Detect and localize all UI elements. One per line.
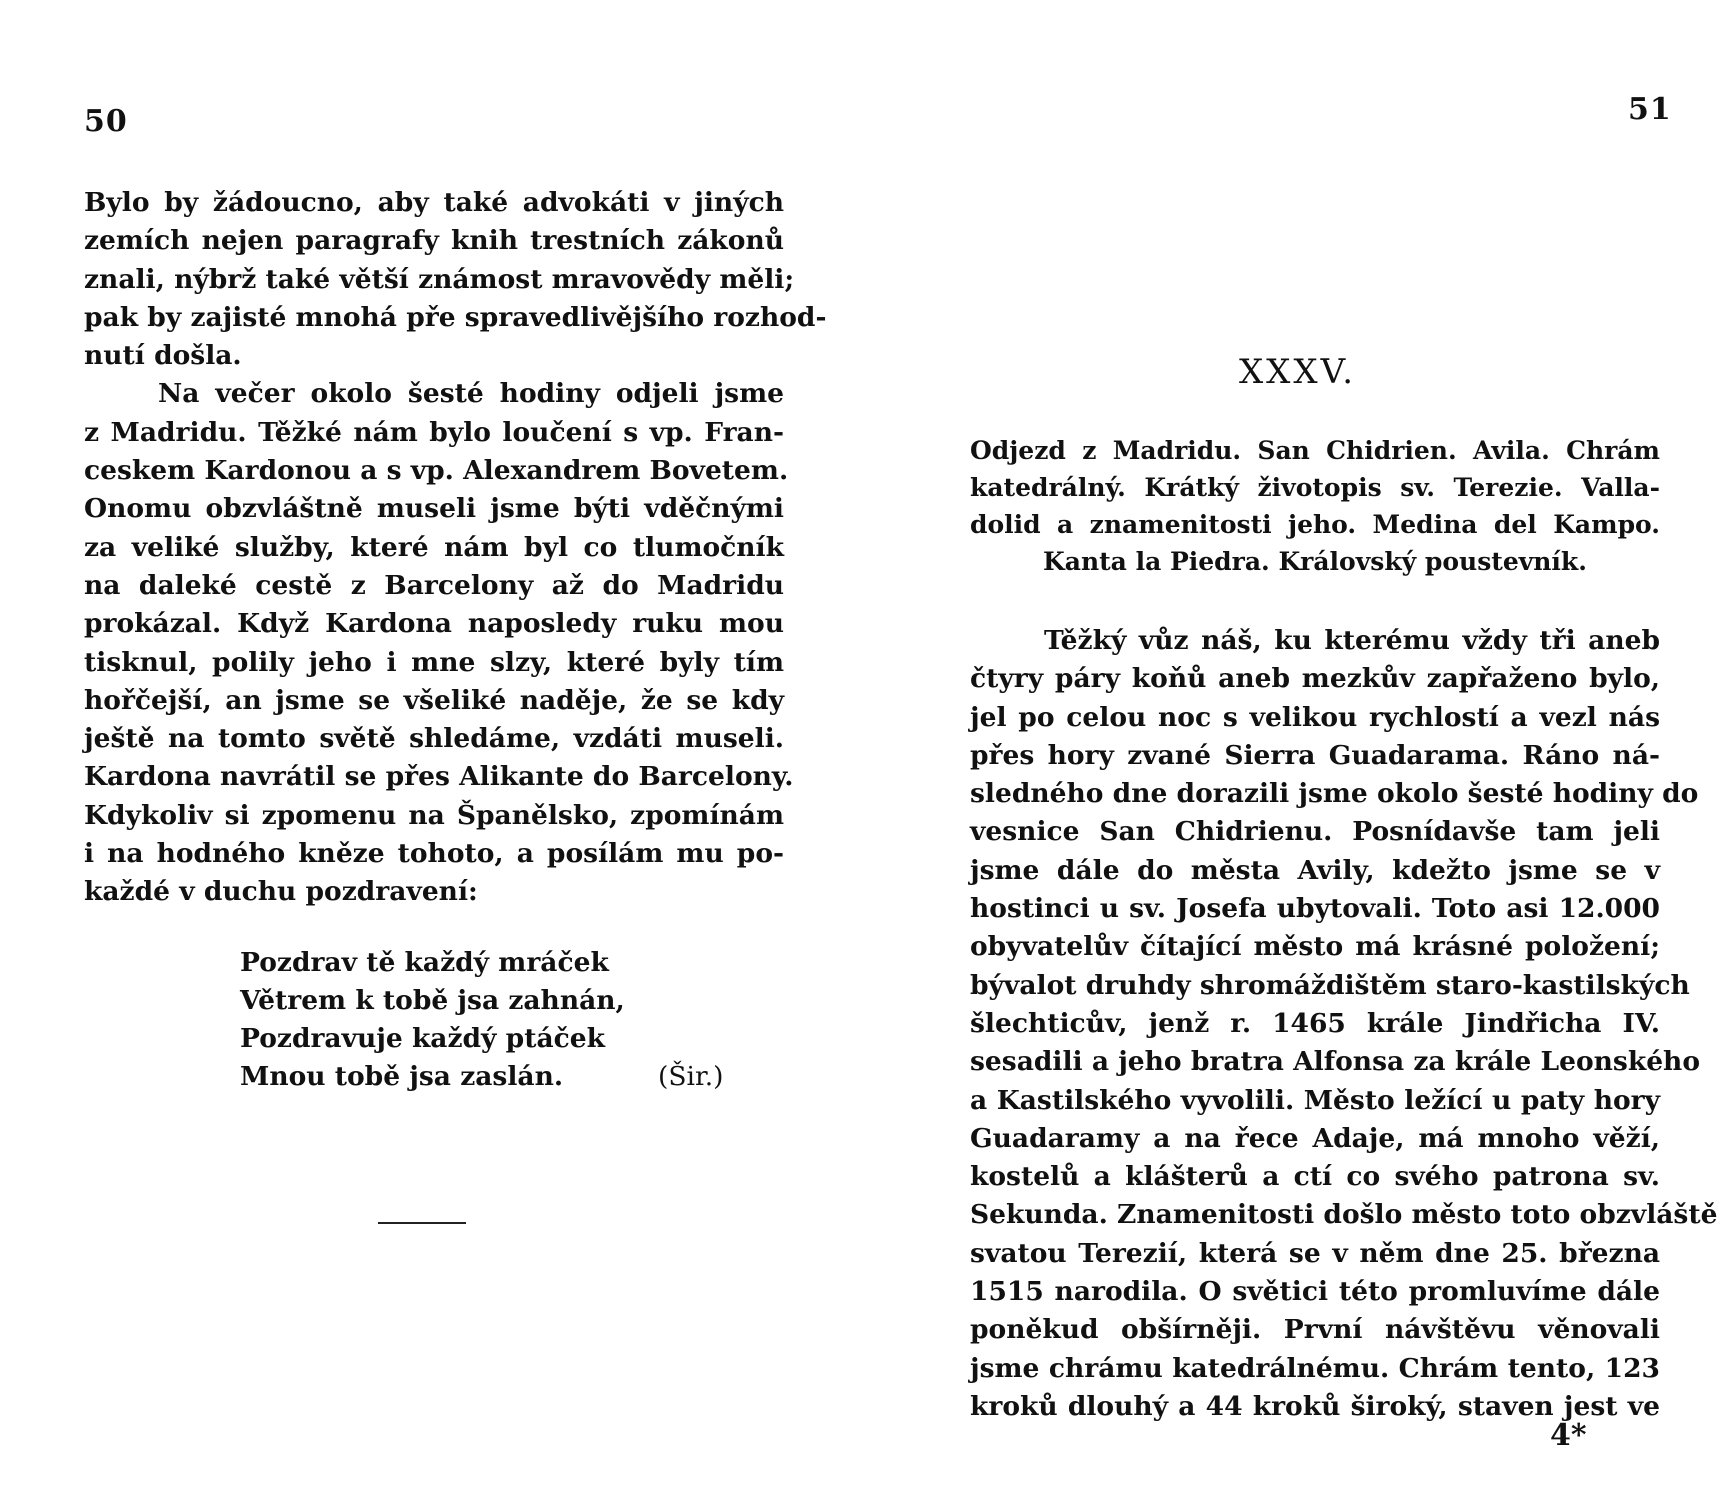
text-line: ještě na tomto světě shledáme, vzdáti museli.	[84, 723, 784, 755]
text-line: Kdykoliv si zpomenu na Španělsko, zpomínám	[84, 799, 784, 831]
text-line: přes hory zvané Sierra Guadarama. Ráno ná-	[970, 739, 1660, 771]
text-line: 1515 narodila. O světici této promluvíme dále	[970, 1276, 1660, 1308]
text-line: šlechticův, jenž r. 1465 krále Jindřicha IV.	[970, 1007, 1660, 1039]
text-line: prokázal. Když Kardona naposledy ruku mou	[84, 608, 784, 640]
text-line: za veliké služby, které nám byl co tlumočník	[84, 531, 784, 563]
text-line: tisknul, polily jeho i mne slzy, které byly tím	[84, 646, 784, 678]
poem-verse: Větrem k tobě jsa zahnán,	[240, 985, 625, 1016]
text-line: i na hodného kněze tohoto, a posílám mu po-	[84, 838, 784, 870]
text-line: zemích nejen paragrafy knih trestních zákonů	[84, 225, 784, 257]
text-line: Guadaramy a na řece Adaje, má mnoho věží,	[970, 1122, 1660, 1154]
text-line: na daleké cestě z Barcelony až do Madridu	[84, 569, 784, 601]
poem-attribution: (Šir.)	[658, 1061, 724, 1092]
poem-verse: Mnou tobě jsa zaslán.	[240, 1061, 564, 1092]
text-line: vesnice San Chidrienu. Posnídavše tam jeli	[970, 816, 1660, 848]
text-line: Bylo by žádoucno, aby také advokáti v jiných	[84, 187, 784, 218]
text-line: každé v duchu pozdravení:	[84, 876, 478, 908]
poem	[240, 944, 760, 1096]
text-line: sledného dne dorazili jsme okolo šesté hodiny do	[970, 778, 1699, 810]
poem-verse: Pozdravuje každý ptáček	[240, 1023, 605, 1054]
text-line: Sekunda. Znamenitosti došlo město toto obzvláště	[970, 1199, 1718, 1231]
poem-verse: Pozdrav tě každý mráček	[240, 947, 609, 978]
text-line: poněkud obšírněji. První návštěvu věnovali	[970, 1314, 1660, 1346]
chapter-heading: XXXV.	[1238, 352, 1357, 392]
text-line: Kardona navrátil se přes Alikante do Barcelony.	[84, 761, 794, 793]
text-line: Na večer okolo šesté hodiny odjeli jsme	[158, 378, 784, 410]
summary-line: dolid a znamenitosti jeho. Medina del Kampo.	[970, 510, 1660, 539]
text-line: Těžký vůz náš, ku kterému vždy tři aneb	[1044, 625, 1660, 656]
page-number-left: 50	[84, 104, 128, 139]
text-line: sesadili a jeho bratra Alfonsa za krále Leonského	[970, 1046, 1700, 1078]
text-line: bývalot druhdy shromáždištěm staro-kastilských	[970, 969, 1690, 1001]
left-body-text	[84, 184, 827, 912]
text-line: kostelů a klášterů a ctí co svého patrona sv.	[970, 1161, 1660, 1193]
section-divider	[378, 1222, 466, 1224]
summary-line: katedrálný. Krátký životopis sv. Terezie. Valla-	[970, 473, 1660, 502]
page-number-right: 51	[1628, 92, 1672, 127]
text-line: jsme dále do města Avily, kdežto jsme se v	[970, 854, 1660, 886]
text-line: Onomu obzvláštně museli jsme býti vděčnými	[84, 493, 784, 525]
summary-line: Odjezd z Madridu. San Chidrien. Avila. Chrám	[970, 436, 1660, 465]
text-line: pak by zajisté mnohá pře spravedlivějšího rozhod-	[84, 301, 827, 333]
text-line: nutí došla.	[84, 340, 242, 372]
text-line: ceskem Kardonou a s vp. Alexandrem Bovetem.	[84, 455, 789, 487]
signature-mark: 4*	[1550, 1418, 1587, 1453]
text-line: jel po celou noc s velikou rychlostí a vezl nás	[970, 701, 1660, 733]
text-line: a Kastilského vyvolili. Město ležící u paty hory	[970, 1084, 1660, 1116]
text-line: z Madridu. Těžké nám bylo loučení s vp. Fran-	[84, 416, 784, 448]
chapter-summary	[970, 432, 1660, 580]
right-page	[865, 0, 1730, 1500]
text-line: znali, nýbrž také větší známost mravovědy měli;	[84, 263, 795, 295]
text-line: hořčejší, an jsme se všeliké naděje, že se kdy	[84, 684, 784, 716]
right-body-text	[970, 622, 1718, 1426]
text-line: jsme chrámu katedrálnému. Chrám tento, 123	[970, 1352, 1660, 1384]
text-line: obyvatelův čítající město má krásné položení;	[970, 931, 1660, 963]
text-line: kroků dlouhý a 44 kroků široký, staven jest ve	[970, 1390, 1660, 1422]
text-line: svatou Terezií, která se v něm dne 25. března	[970, 1237, 1660, 1269]
text-line: čtyry páry koňů aneb mezkův zapřaženo bylo,	[970, 663, 1660, 695]
text-line: hostinci u sv. Josefa ubytovali. Toto asi 12.000	[970, 893, 1660, 925]
summary-line: Kanta la Piedra. Královský poustevník.	[1043, 547, 1587, 576]
